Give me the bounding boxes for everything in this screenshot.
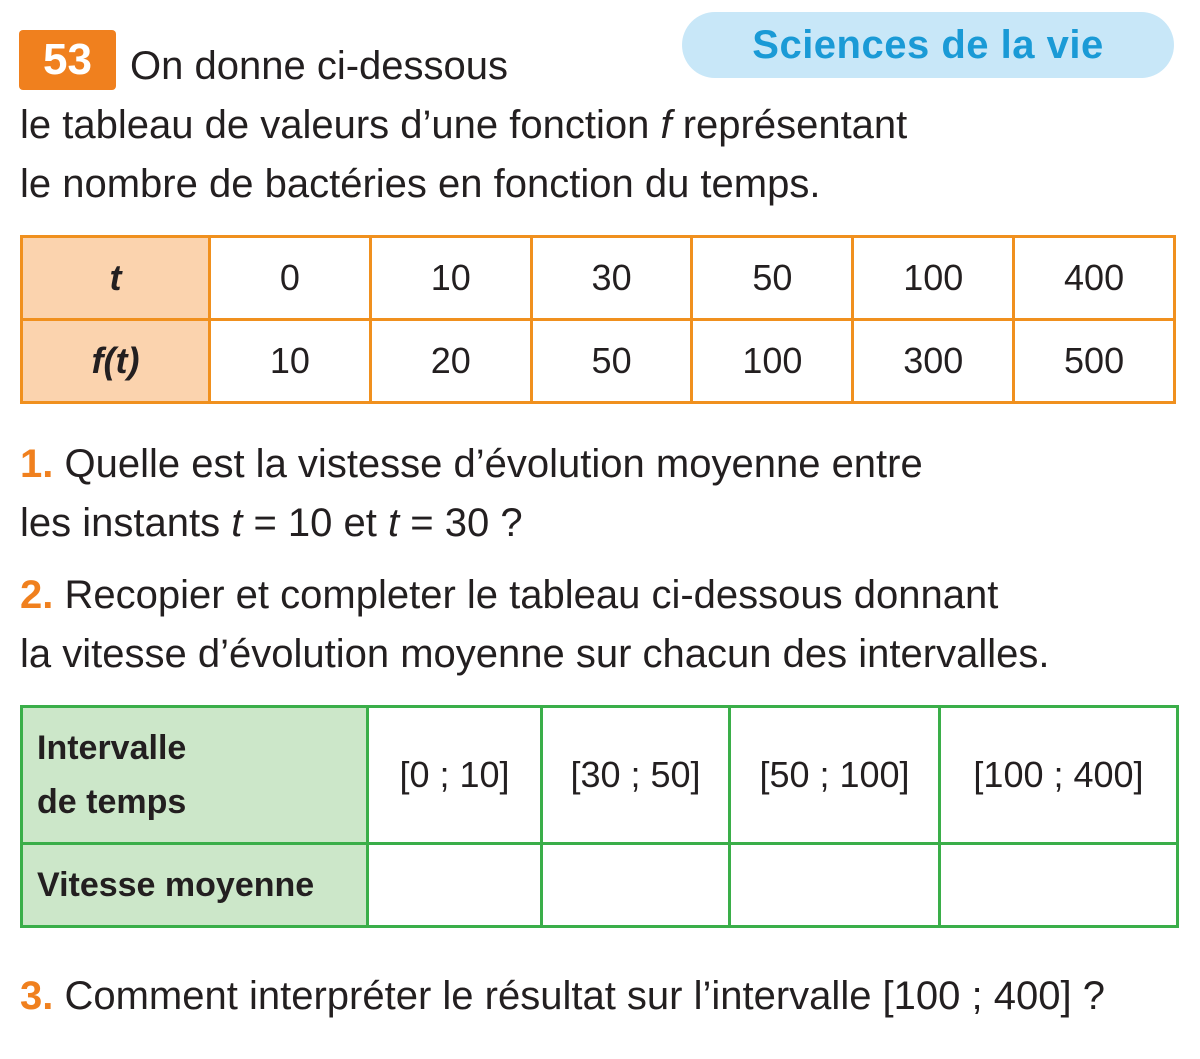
table-cell: 10 — [370, 237, 531, 320]
interval-cell: [30 ; 50] — [542, 707, 730, 844]
question-1-text: Quelle est la vistesse d’évolution moyenne entre — [53, 442, 923, 486]
intro-line-3: le nombre de bactéries en fonction du temps. — [20, 162, 821, 206]
q1-text-c: = 30 ? — [399, 501, 523, 545]
question-3-text: Comment interpréter le résultat sur l’intervalle [100 ; 400] ? — [53, 974, 1105, 1018]
function-name: f — [660, 103, 672, 147]
header-line-1: Intervalle — [37, 729, 187, 767]
question-1-line-1 — [20, 440, 923, 488]
table-cell: 500 — [1014, 320, 1175, 403]
speed-table — [20, 705, 1179, 928]
table-row-ft — [22, 320, 1175, 403]
category-tag: Sciences de la vie — [682, 12, 1174, 78]
question-2-number: 2. — [20, 573, 54, 617]
speed-cell-empty — [730, 844, 940, 927]
header-line-2: de temps — [37, 783, 187, 821]
question-2-text: Recopier et completer le tableau ci-dessous donnant — [53, 573, 999, 617]
q1-text-b: = 10 et — [242, 501, 389, 545]
table-cell: 10 — [210, 320, 371, 403]
var-t-2: t — [388, 501, 400, 545]
table-cell: 400 — [1014, 237, 1175, 320]
row-header-speed: Vitesse moyenne — [22, 844, 368, 927]
question-3-number: 3. — [20, 974, 54, 1018]
intro-line-2-end: représentant — [671, 103, 908, 147]
q1-text-a: les instants — [20, 501, 232, 545]
table-cell: 300 — [853, 320, 1014, 403]
question-1-number: 1. — [20, 442, 54, 486]
intro-line-2 — [20, 101, 907, 149]
row-header-t: t — [22, 237, 210, 320]
table-cell: 0 — [210, 237, 371, 320]
intro-line-1: On donne ci-dessous — [130, 44, 509, 88]
row-header-ft: f(t) — [22, 320, 210, 403]
table-row-speeds — [22, 844, 1178, 927]
table-cell: 20 — [370, 320, 531, 403]
speed-cell-empty — [368, 844, 542, 927]
table-cell: 100 — [853, 237, 1014, 320]
table-cell: 50 — [531, 320, 692, 403]
table-cell: 50 — [692, 237, 853, 320]
table-cell: 30 — [531, 237, 692, 320]
interval-cell: [0 ; 10] — [368, 707, 542, 844]
intro-line-2-start: le tableau de valeurs d’une fonction — [20, 103, 661, 147]
table-row-t — [22, 237, 1175, 320]
question-2-line-1 — [20, 571, 998, 619]
values-table — [20, 235, 1176, 404]
interval-cell: [100 ; 400] — [940, 707, 1178, 844]
interval-cell: [50 ; 100] — [730, 707, 940, 844]
question-3 — [20, 972, 1105, 1020]
table-row-intervals — [22, 707, 1178, 844]
question-2-line-2: la vitesse d’évolution moyenne sur chacun des intervalles. — [20, 632, 1050, 676]
speed-cell-empty — [940, 844, 1178, 927]
row-header-intervals — [22, 707, 368, 844]
question-1-line-2 — [20, 499, 523, 547]
speed-cell-empty — [542, 844, 730, 927]
exercise-number-badge: 53 — [19, 30, 116, 90]
var-t-1: t — [231, 501, 243, 545]
table-cell: 100 — [692, 320, 853, 403]
